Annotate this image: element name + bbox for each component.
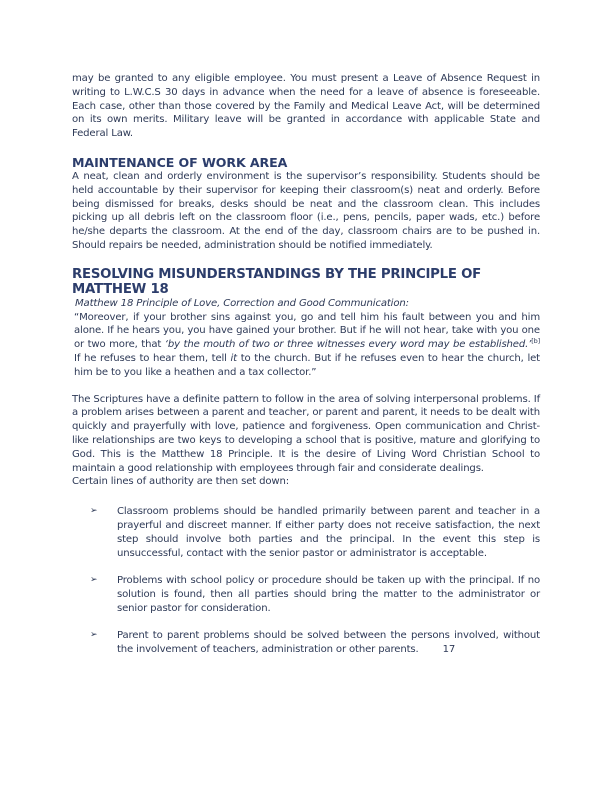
footnote-marker[interactable]: [b] [531, 337, 540, 346]
bullet-text [117, 629, 540, 657]
quote-part-2: If he refuses to hear them, tell [74, 352, 231, 364]
arrow-bullet-icon: ➢ [90, 506, 98, 517]
quote-part-3: to the church. But if he refuses even to hear the church, let him be to you like a heathen and a tax collector.” [74, 352, 540, 378]
intro-paragraph: may be granted to any eligible employee. You must present a Leave of Absence Request in writing to L.W.C.S 30 days in advance when the need for a leave of absence is foreseeable. Each case, other than those covered by the Family and Medical Leave Act, will be determined on its own merits. Military leave will be granted in accordance with applicable State and Federal Law. [72, 73, 540, 140]
quote-part-1: “Moreover, if your brother sins against you, go and tell him his fault between you and him alone. If he hears you, you have gained your brother. But if he will not hear, take with you one or two more, that [74, 311, 540, 351]
bullet-text-content: Parent to parent problems should be solved between the persons involved, without the involvement of teachers, administration or other parents. [117, 630, 540, 656]
scriptures-paragraph: The Scriptures have a definite pattern to follow in the area of solving interpersonal problems. If a problem arises between a parent and teacher, or parent and parent, it needs to be dealt with quickly and prayerfully with love, patience and forgiveness. Open communication and Christ-like relationships are two keys to developing a school that is positive, mature and glorifying to God. This is the Matthew 18 Principle. It is the desire of Living Word Christian School to maintain a good relationship with employees through fair and considerate dealings. [72, 393, 540, 474]
section-heading-maintenance: MAINTENANCE OF WORK AREA [72, 154, 288, 170]
arrow-bullet-icon: ➢ [90, 630, 98, 641]
bullet-item [90, 505, 540, 560]
spacer [72, 141, 540, 155]
lines-of-authority-lead-in: Certain lines of authority are then set down: [72, 476, 290, 488]
bullet-text: Classroom problems should be handled primarily between parent and teacher in a prayerful and discreet manner. If either party does not receive satisfaction, the next step should involve both parties and the principal. In the event this step is unsuccessful, contact with the senior pastor or administrator is acceptable. [117, 506, 540, 559]
quote-italic-2: it [230, 352, 237, 364]
spacer [72, 380, 540, 393]
page-number: 17 [442, 644, 456, 656]
spacer [72, 253, 540, 267]
document-page [72, 72, 540, 657]
maintenance-paragraph: A neat, clean and orderly environment is the supervisor’s responsibility. Students should be held accountable by their supervisor for keeping their classroom(s) neat and orderly. Before being dismissed for breaks, desks should be neat and the classroom clean. This includes picking up all debris left on the classroom floor (i.e., pens, pencils, paper wads, etc.) before he/she departs the classroom. At the end of the day, classroom chairs are to be pushed in. Should repairs be needed, administration should be notified immediately. [72, 170, 540, 251]
scripture-quote [72, 311, 540, 380]
matthew18-subheading: Matthew 18 Principle of Love, Correction and Good Communication: [75, 297, 409, 309]
arrow-bullet-icon: ➢ [90, 575, 98, 586]
spacer [72, 489, 540, 505]
bullet-item [90, 629, 540, 657]
bullet-item [90, 574, 540, 615]
bullet-text: Problems with school policy or procedure should be taken up with the principal. If no solution is found, then all parties should bring the matter to the administrator or senior pastor for consideration. [117, 575, 540, 614]
authority-bullet-list [72, 505, 540, 657]
section-heading-matthew18: RESOLVING MISUNDERSTANDINGS BY THE PRINCIPLE OF MATTHEW 18 [72, 266, 481, 297]
quote-italic-1: ‘by the mouth of two or three witnesses every word may be established.’ [164, 339, 532, 351]
